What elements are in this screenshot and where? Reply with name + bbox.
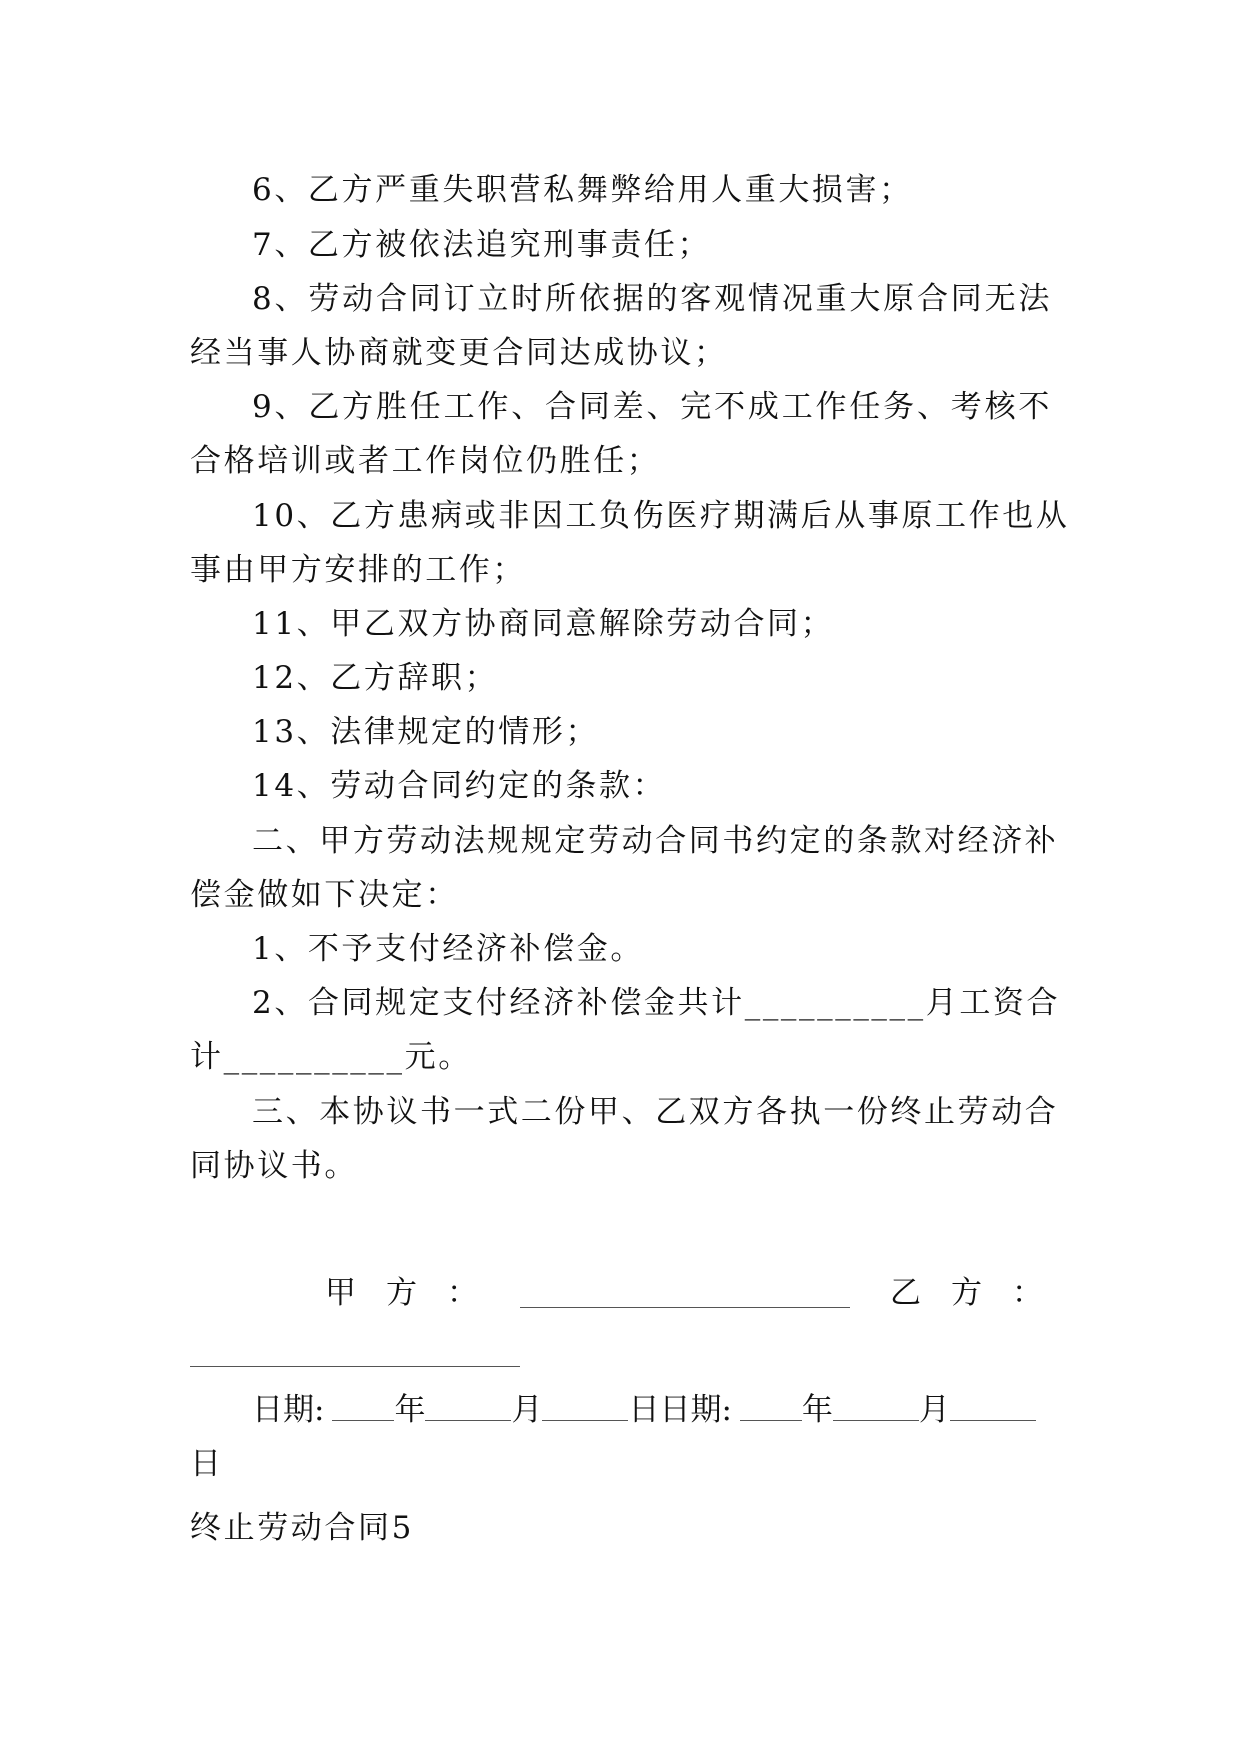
date-label-a: 日期:: [252, 1392, 325, 1428]
month-blank-a: [425, 1390, 511, 1421]
clause-7: 7、乙方被依法追究刑事责任；: [252, 227, 712, 263]
day-blank-b: [950, 1390, 1036, 1421]
party-b-label: 乙方：: [890, 1275, 1073, 1311]
clause-13: 13、法律规定的情形；: [252, 714, 600, 750]
clause-10-line-1: 10、乙方患病或非因工负伤医疗期满后从事原工作也从: [252, 498, 1070, 534]
month-blank-b: [833, 1390, 919, 1421]
section-2-line-1: 二、甲方劳动法规规定劳动合同书约定的条款对经济补: [252, 823, 1059, 859]
compensation-item-2-line-2: 计__________元。: [190, 1039, 472, 1075]
date-row: [252, 1390, 1052, 1430]
clause-6: 6、乙方严重失职营私舞弊给用人重大损害；: [252, 172, 913, 208]
date-label-b: 日期:: [659, 1392, 732, 1428]
clause-10-line-2: 事由甲方安排的工作；: [190, 552, 526, 588]
section-3-line-1: 三、本协议书一式二份甲、乙双方各执一份终止劳动合: [252, 1094, 1059, 1130]
section-3-line-2: 同协议书。: [190, 1148, 358, 1184]
compensation-item-1: 1、不予支付经济补偿金。: [252, 931, 644, 967]
year-blank-a: [332, 1390, 394, 1421]
year-label-a: 年: [394, 1392, 426, 1428]
day-blank-a: [542, 1390, 628, 1421]
clause-8-line-2: 经当事人协商就变更合同达成协议；: [190, 335, 728, 371]
next-section-heading: 终止劳动合同5: [190, 1510, 414, 1546]
year-label-b: 年: [801, 1392, 833, 1428]
party-a-signature-line: [520, 1307, 850, 1308]
day-label-a: 日: [628, 1392, 660, 1428]
clause-8-line-1: 8、劳动合同订立时所依据的客观情况重大原合同无法: [252, 281, 1052, 317]
month-label-a: 月: [511, 1392, 543, 1428]
party-b-signature-line: [190, 1366, 520, 1367]
clause-14: 14、劳动合同约定的条款：: [252, 768, 667, 804]
signature-row: [190, 1273, 1073, 1313]
party-a-label: 甲方：: [325, 1275, 508, 1311]
compensation-item-2-line-1: 2、合同规定支付经济补偿金共计__________月工资合: [252, 985, 1061, 1021]
section-2-line-2: 偿金做如下决定：: [190, 877, 459, 913]
clause-9-line-1: 9、乙方胜任工作、合同差、完不成工作任务、考核不: [252, 389, 1052, 425]
year-blank-b: [740, 1390, 802, 1421]
clause-12: 12、乙方辞职；: [252, 660, 499, 696]
clause-11: 11、甲乙双方协商同意解除劳动合同；: [252, 606, 835, 642]
clause-9-line-2: 合格培训或者工作岗位仍胜任；: [190, 443, 661, 479]
month-label-b: 月: [918, 1392, 950, 1428]
day-label-b: 日: [190, 1446, 224, 1482]
